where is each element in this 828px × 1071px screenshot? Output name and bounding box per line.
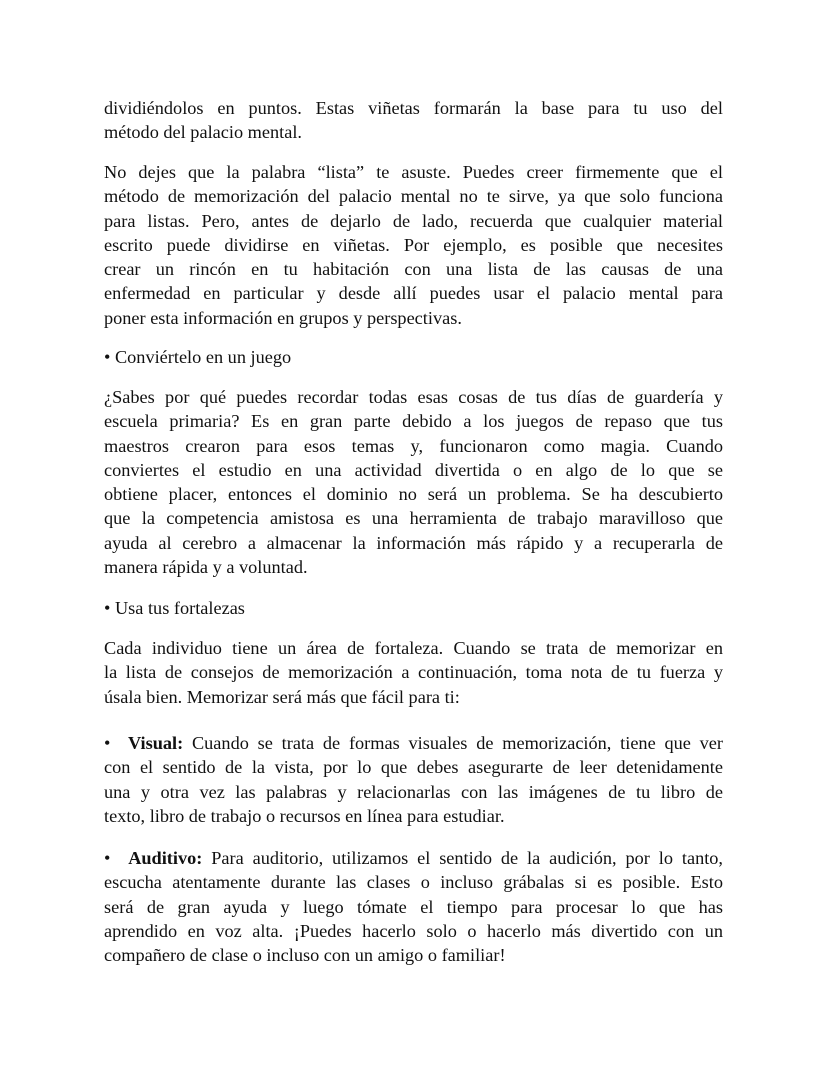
- text-line: para listas. Pero, antes de dejarlo de lado, recuerda que cualquier material: [104, 210, 723, 231]
- text-line: dividiéndolos en puntos. Estas viñetas formarán la base para tu uso del: [104, 98, 723, 118]
- text-line: compañero de clase o incluso con un amigo o familiar!: [104, 945, 506, 966]
- text-line: escrito puede dividirse en viñetas. Por ejemplo, es posible que necesites: [104, 234, 723, 255]
- text-line: una y otra vez las palabras y relacionarlas con las imágenes de tu libro de: [104, 781, 723, 802]
- text-line: poner esta información en grupos y perspectivas.: [104, 307, 462, 328]
- bullet-heading-fortalezas: [104, 596, 723, 620]
- text-line: que la competencia amistosa es una herramienta de trabajo maravilloso que: [104, 508, 723, 529]
- text-line: maestros crearon para esos temas y, funcionaron como magia. Cuando: [104, 435, 723, 456]
- text-line: conviertes el estudio en una actividad divertida o en algo de lo que se: [104, 459, 723, 480]
- text-line: úsala bien. Memorizar será más que fácil para ti:: [104, 686, 460, 707]
- text-line: obtiene placer, entonces el dominio no será un problema. Se ha descubierto: [104, 484, 723, 505]
- paragraph-lista: [104, 160, 723, 330]
- text-line: Cada individuo tiene un área de fortaleza. Cuando se trata de memorizar en: [104, 638, 723, 658]
- text-line: aprendido en voz alta. ¡Puedes hacerlo solo o hacerlo más divertido con un: [104, 920, 723, 941]
- text-line: • Conviértelo en un juego: [104, 347, 292, 367]
- bullet-auditivo: [104, 846, 723, 967]
- bullet-text: Cuando se trata de formas visuales de memorización, tiene que ver: [183, 733, 723, 753]
- bullet-marker: •: [104, 848, 111, 868]
- text-line: texto, libro de trabajo o recursos en línea para estudiar.: [104, 805, 505, 826]
- text-line: No dejes que la palabra “lista” te asuste. Puedes creer firmemente que el: [104, 162, 723, 182]
- bullet-text: Para auditorio, utilizamos el sentido de la audición, por lo tanto,: [202, 848, 724, 868]
- bullet-marker: •: [104, 733, 111, 753]
- text-line: escucha atentamente durante las clases o incluso grábalas si es posible. Esto: [104, 872, 723, 893]
- text-line: ¿Sabes por qué puedes recordar todas esas cosas de tus días de guardería y: [104, 387, 723, 407]
- text-line: manera rápida y a voluntad.: [104, 557, 308, 578]
- paragraph-fortalezas: [104, 636, 723, 709]
- text-line: • Usa tus fortalezas: [104, 598, 245, 618]
- text-line: método de memorización del palacio mental no te sirve, ya que solo funciona: [104, 186, 723, 207]
- bullet-term: Auditivo:: [128, 848, 203, 868]
- text-line: ayuda al cerebro a almacenar la información más rápido y a recuperarla de: [104, 532, 723, 553]
- text-line: será de gran ayuda y luego tómate el tiempo para procesar lo que has: [104, 896, 723, 917]
- paragraph-juego: [104, 385, 723, 579]
- text-line: enfermedad en particular y desde allí puedes usar el palacio mental para: [104, 283, 723, 304]
- bullet-heading-juego: [104, 345, 723, 369]
- text-line: la lista de consejos de memorización a continuación, toma nota de tu fuerza y: [104, 662, 723, 683]
- text-line: crear un rincón en tu habitación con una lista de las causas de una: [104, 259, 723, 280]
- bullet-visual: [104, 731, 723, 828]
- text-line: con el sentido de la vista, por lo que debes asegurarte de leer detenidamente: [104, 757, 723, 778]
- paragraph-intro-end: [104, 96, 723, 145]
- text-line: escuela primaria? Es en gran parte debido a los juegos de repaso que tus: [104, 411, 723, 432]
- text-line: método del palacio mental.: [104, 122, 302, 143]
- bullet-term: Visual:: [127, 733, 184, 753]
